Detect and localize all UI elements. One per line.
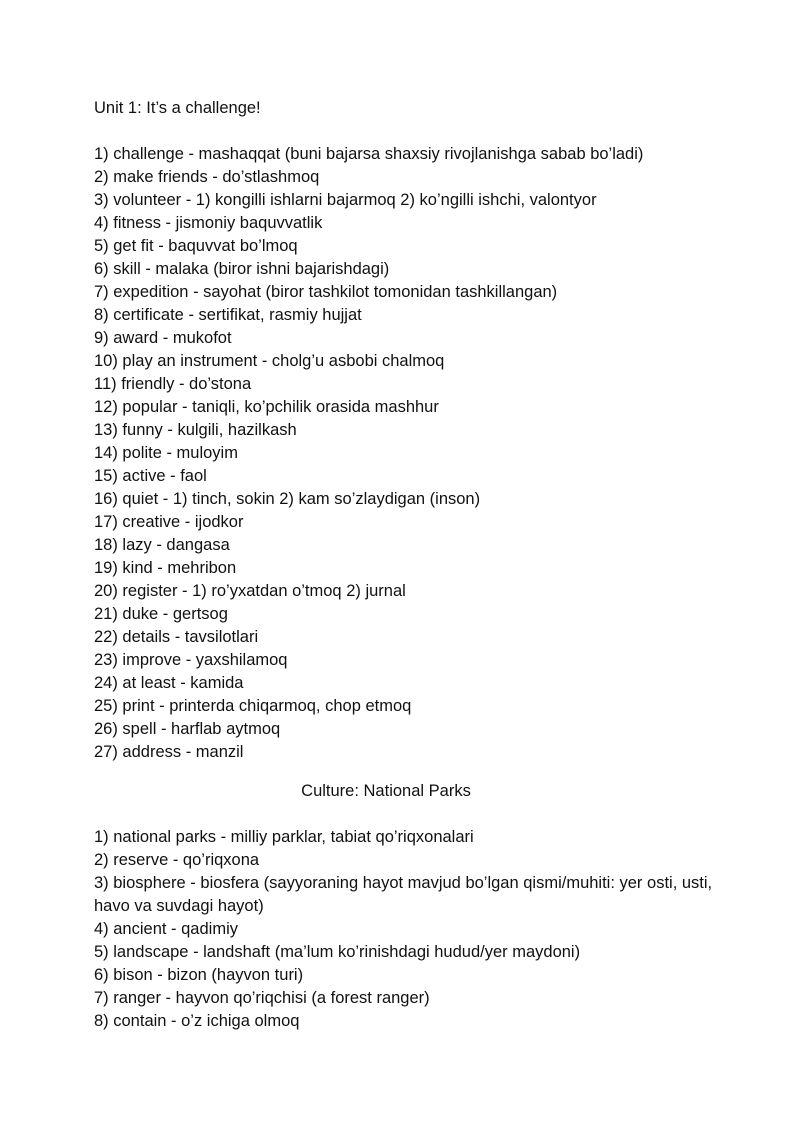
vocabulary-item: 3) volunteer - 1) kongilli ishlarni bajarmoq 2) ko’ngilli ishchi, valontyor <box>94 191 597 209</box>
vocabulary-item: 7) expedition - sayohat (biror tashkilot tomonidan tashkillangan) <box>94 283 558 301</box>
unit-vocabulary-list <box>94 143 714 764</box>
vocabulary-item: 25) print - printerda chiqarmoq, chop etmoq <box>94 697 412 715</box>
vocabulary-item: 23) improve - yaxshilamoq <box>94 651 288 669</box>
culture-vocabulary-list <box>94 826 714 1033</box>
vocabulary-item: 15) active - faol <box>94 467 207 485</box>
vocabulary-item: 12) popular - taniqli, ko’pchilik orasida mashhur <box>94 398 439 416</box>
vocabulary-item: 26) spell - harflab aytmoq <box>94 720 281 738</box>
vocabulary-item: 17) creative - ijodkor <box>94 513 244 531</box>
vocabulary-item: 6) skill - malaka (biror ishni bajarishdagi) <box>94 260 390 278</box>
vocabulary-item: 2) make friends - do’stlashmoq <box>94 168 320 186</box>
vocabulary-item: 6) bison - bizon (hayvon turi) <box>94 966 304 984</box>
vocabulary-item: 10) play an instrument - cholg’u asbobi chalmoq <box>94 352 445 370</box>
spacer <box>94 803 714 826</box>
vocabulary-item: 5) landscape - landshaft (ma’lum ko’rinishdagi hudud/yer maydoni) <box>94 943 581 961</box>
vocabulary-item: 20) register - 1) ro’yxatdan o’tmoq 2) jurnal <box>94 582 406 600</box>
vocabulary-item: 3) biosphere - biosfera (sayyoraning hayot mavjud bo’lgan qismi/muhiti: yer osti, usti, havo va suvdagi hayot) <box>94 874 713 915</box>
vocabulary-item: 19) kind - mehribon <box>94 559 237 577</box>
vocabulary-item: 5) get fit - baquvvat bo’lmoq <box>94 237 298 255</box>
vocabulary-item: 8) contain - o’z ichiga olmoq <box>94 1012 300 1030</box>
vocabulary-item: 18) lazy - dangasa <box>94 536 230 554</box>
vocabulary-item: 2) reserve - qo’riqxona <box>94 851 260 869</box>
vocabulary-item: 4) fitness - jismoniy baquvvatlik <box>94 214 323 232</box>
vocabulary-item: 8) certificate - sertifikat, rasmiy hujjat <box>94 306 362 324</box>
vocabulary-item: 24) at least - kamida <box>94 674 244 692</box>
vocabulary-item: 21) duke - gertsog <box>94 605 228 623</box>
culture-title: Culture: National Parks <box>301 782 471 800</box>
vocabulary-item: 16) quiet - 1) tinch, sokin 2) kam so’zlaydigan (inson) <box>94 490 481 508</box>
vocabulary-item: 27) address - manzil <box>94 743 244 761</box>
document-page <box>94 97 714 1033</box>
vocabulary-item: 22) details - tavsilotlari <box>94 628 259 646</box>
vocabulary-item: 4) ancient - qadimiy <box>94 920 238 938</box>
vocabulary-item: 7) ranger - hayvon qo’riqchisi (a forest ranger) <box>94 989 430 1007</box>
spacer <box>94 120 714 143</box>
vocabulary-item: 1) national parks - milliy parklar, tabiat qo’riqxonalari <box>94 828 474 846</box>
vocabulary-item: 11) friendly - do’stona <box>94 375 252 393</box>
vocabulary-item: 13) funny - kulgili, hazilkash <box>94 421 297 439</box>
vocabulary-item: 9) award - mukofot <box>94 329 232 347</box>
vocabulary-item: 1) challenge - mashaqqat (buni bajarsa shaxsiy rivojlanishga sabab bo’ladi) <box>94 145 644 163</box>
vocabulary-item: 14) polite - muloyim <box>94 444 238 462</box>
unit-title: Unit 1: It’s a challenge! <box>94 99 261 117</box>
